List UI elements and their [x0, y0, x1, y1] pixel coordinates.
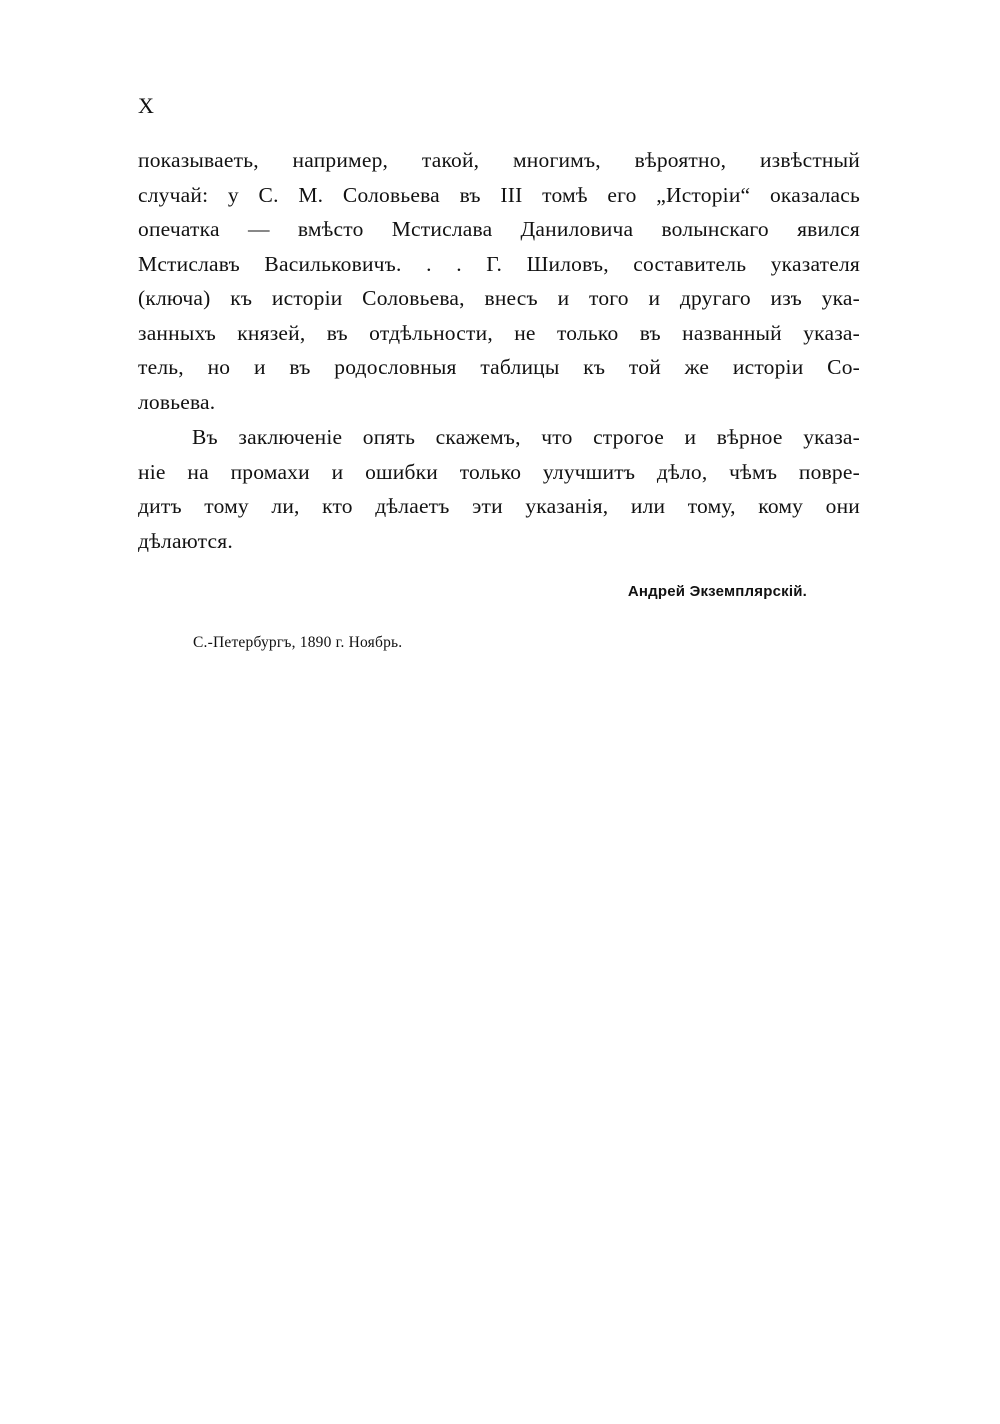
text-line: Въ заключеніе опять скажемъ, что строгое и вѣрное указа-: [192, 425, 860, 449]
text-line: показываеть, например, такой, многимъ, вѣроятно, извѣстный: [138, 148, 860, 172]
text-line: случай: у С. М. Соловьева въ III томѣ его „Исторіи“ оказалась: [138, 182, 860, 207]
paragraph-2: [138, 420, 860, 558]
text-line: дитъ тому ли, кто дѣлаетъ эти указанія, или тому, кому они: [138, 494, 860, 518]
text-line: ніе на промахи и ошибки только улучшитъ дѣло, чѣмъ повре-: [138, 459, 860, 484]
text-line: Мстиславъ Васильковичъ. . . Г. Шиловъ, составитель указателя: [138, 251, 860, 276]
author-signature: Андрей Экземплярскій.: [627, 583, 807, 600]
place-date: С.-Петербургъ, 1890 г. Ноябрь.: [193, 634, 403, 651]
paragraph-1: [138, 143, 860, 419]
text-line: занныхъ князей, въ отдѣльности, не только въ названный указа-: [138, 320, 860, 345]
text-line: (ключа) къ исторіи Соловьева, внесъ и того и другаго изъ ука-: [138, 286, 860, 310]
text-line: дѣлаются.: [138, 528, 233, 553]
page-number: X: [138, 93, 154, 118]
text-line: тель, но и въ родословныя таблицы къ той же исторіи Со-: [138, 355, 860, 379]
text-line: ловьева.: [138, 389, 216, 414]
text-line: опечатка — вмѣсто Мстислава Даниловича волынскаго явился: [138, 217, 860, 241]
